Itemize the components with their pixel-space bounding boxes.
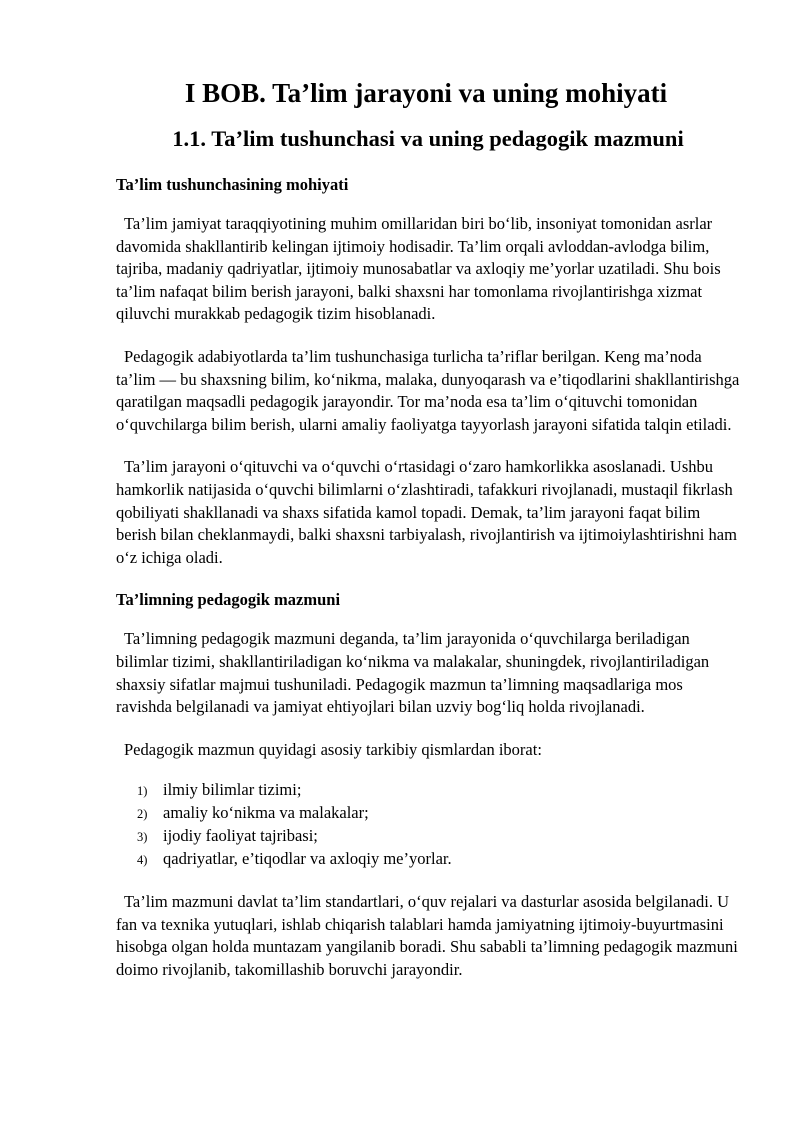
section-essence xyxy=(116,174,740,569)
list-item xyxy=(116,779,740,802)
list-number: 2) xyxy=(137,807,148,822)
list-item-text: ijodiy faoliyat tajribasi; xyxy=(163,826,318,846)
paragraph: Ta’lim jarayoni o‘qituvchi va o‘quvchi o‘rtasidagi o‘zaro hamkorlikka asoslanadi. Ushbu hamkorlik natijasida o‘quvchi bilimlarni o‘zlashtiradi, tafakkuri rivojlanadi, mustaqil fikrlash qobiliyati shakllanadi va shaxs sifatida kamol topadi. Demak, ta’lim jarayoni faqat bilim berish bilan cheklanmaydi, balki shaxsni tarbiyalash, rivojlantirish va ijtimoiylashtirishni ham o‘z ichiga oladi. xyxy=(116,457,737,567)
list-item xyxy=(116,825,740,848)
chapter-title: I BOB. Ta’lim jarayoni va uning mohiyati xyxy=(184,78,668,108)
section-pedagogical-content xyxy=(116,589,740,981)
list-item-text: qadriyatlar, e’tiqodlar va axloqiy me’yorlar. xyxy=(163,849,452,869)
paragraph: Ta’lim jamiyat taraqqiyotining muhim omillaridan biri bo‘lib, insoniyat tomonidan asrlar davomida shakllantirib kelingan ijtimoiy hodisadir. Ta’lim orqali avloddan-avlodga bilim, tajriba, madaniy qadriyatlar, ijtimoiy munosabatlar va axloqiy me’yorlar uzatiladi. Shu bois ta’lim nafaqat bilim berish jarayoni, balki shaxsni har tomonlama rivojlantirishga xizmat qiluvchi murakkab pedagogik tizim hisoblanadi. xyxy=(116,214,721,324)
subheading-essence: Ta’lim tushunchasining mohiyati xyxy=(116,175,349,194)
subheading-pedagogical-content: Ta’limning pedagogik mazmuni xyxy=(116,590,341,610)
list-item-text: amaliy ko‘nikma va malakalar; xyxy=(163,803,369,823)
section-title: 1.1. Ta’lim tushunchasi va uning pedagogik mazmuni xyxy=(172,126,684,151)
list-item-text: ilmiy bilimlar tizimi; xyxy=(163,780,302,800)
paragraph: Ta’limning pedagogik mazmuni deganda, ta’lim jarayonida o‘quvchilarga beriladigan bilimlar tizimi, shakllantiriladigan ko‘nikma va malakalar, shuningdek, rivojlantiriladigan shaxsiy sifatlar majmui tushuniladi. Pedagogik mazmun ta’limning maqsadlariga mos ravishda belgilanadi va jamiyat ehtiyojlari bilan uzviy bog‘liq holda rivojlanadi. xyxy=(116,629,710,717)
list-item xyxy=(116,848,740,871)
numbered-list xyxy=(116,779,740,871)
list-number: 3) xyxy=(137,830,148,845)
paragraph: Ta’lim mazmuni davlat ta’lim standartlari, o‘quv rejalari va dasturlar asosida belgilanadi. U fan va texnika yutuqlari, ishlab chiqarish talablari hamda jamiyatning ijtimoiy-buyurtmasini hisobga olgan holda muntazam yangilanib boradi. Shu sababli ta’limning pedagogik mazmuni doimo rivojlanib, takomillashib boruvchi jarayondir. xyxy=(116,892,738,980)
paragraph: Pedagogik adabiyotlarda ta’lim tushunchasiga turlicha ta’riflar berilgan. Keng ma’noda ta’lim — bu shaxsning bilim, ko‘nikma, malaka, dunyoqarash va e’tiqodlarini shakllantirishga qaratilgan maqsadli pedagogik jarayondir. Tor ma’noda esa ta’lim o‘qituvchi tomonidan o‘quvchilarga bilim berish, ularni amaliy faoliyatga tayyorlash jarayoni sifatida talqin etiladi. xyxy=(116,346,740,434)
paragraph: Pedagogik mazmun quyidagi asosiy tarkibiy qismlardan iborat: xyxy=(124,739,542,759)
list-number: 1) xyxy=(137,784,148,799)
list-number: 4) xyxy=(137,853,148,868)
list-item xyxy=(116,802,740,825)
